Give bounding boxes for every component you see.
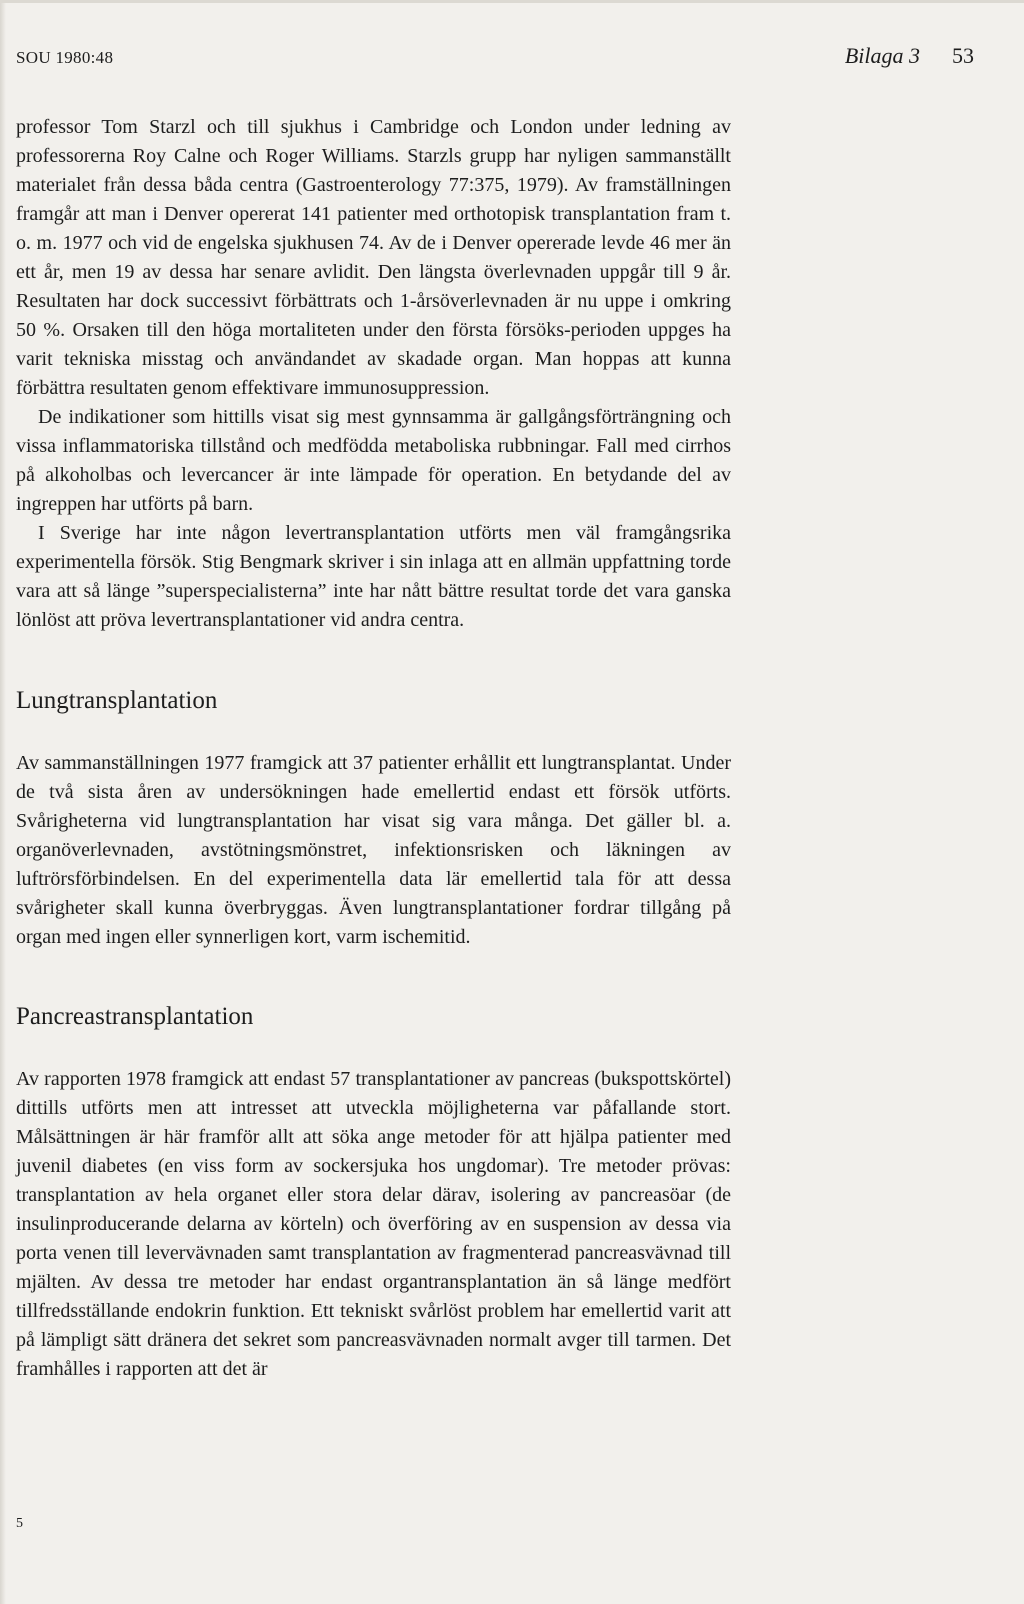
body-text (16, 113, 731, 1384)
paragraph-pancreas: Av rapporten 1978 framgick att endast 57 transplantationer av pancreas (bukspottskörtel) dittills utförts men att intresset att utveckla möjligheterna var påfallande stort. Målsättningen är här framför allt att söka ange metoder för att hjälpa patienter med juvenil diabetes (en viss form av sockersjuka hos ungdomar). Tre metoder prövas: transplantation av hela organet eller stora delar därav, isolering av pancreasöar (de insulinproducerande delarna av körteln) och överföring av en suspension av dessa via porta venen till levervävnaden samt transplantation av fragmenterad pancreasvävnad till mjälten. Av dessa tre metoder har endast organtransplantation än så länge medfört tillfredsställande endokrin funktion. Ett tekniskt svårlöst problem har emellertid varit att på lämpligt sätt dränera det sekret som pancreasvävnaden normalt avger till tarmen. Det framhålles i rapporten att det är (16, 1068, 731, 1380)
signature-mark: 5 (16, 1516, 23, 1531)
section-heading-pancreas: Pancreastransplantation (16, 1003, 254, 1030)
page-number: 53 (952, 43, 974, 68)
document-id: SOU 1980:48 (16, 48, 114, 67)
appendix-label: Bilaga 3 (844, 43, 920, 68)
scan-edge-shadow (0, 0, 6, 1604)
section-heading-lung: Lungtransplantation (16, 687, 218, 714)
paragraph-liver-indications: De indikationer som hittills visat sig mest gynnsamma är gallgångsförträngning och vissa inflammatoriska tillstånd och medfödda metaboliska rubbningar. Fall med cirrhos på alkoholbas och levercancer är inte lämpade för operation. En betydande del av ingreppen har utförts på barn. (16, 406, 731, 515)
page-header (16, 43, 974, 77)
paragraph-liver-sweden: I Sverige har inte någon levertransplantation utförts men väl framgångsrika experimentella försök. Stig Bengmark skriver i sin inlaga att en allmän uppfattning torde vara att så länge ”superspecialisterna” inte har nått bättre resultat torde det vara ganska lönlöst att pröva levertransplantationer vid andra centra. (16, 522, 731, 631)
scan-top-edge (0, 0, 1024, 3)
paragraph-lung: Av sammanställningen 1977 framgick att 37 patienter erhållit ett lungtransplantat. Under de två sista åren av undersökningen hade emellertid endast ett försök utförts. Svårigheterna vid lungtransplantation har visat sig vara många. Det gäller bl. a. organöverlevnaden, avstötningsmönstret, infektionsrisken och läkningen av luftrörsförbindelsen. En del experimentella data lär emellertid tala för att dessa svårigheter skall kunna överbryggas. Även lungtransplantationer fordrar tillgång på organ med ingen eller synnerligen kort, varm ischemitid. (16, 752, 731, 948)
paragraph-liver-results: professor Tom Starzl och till sjukhus i Cambridge och London under ledning av professorerna Roy Calne och Roger Williams. Starzls grupp har nyligen sammanställt materialet från dessa båda centra (Gastroenterology 77:375, 1979). Av framställningen framgår att man i Denver opererat 141 patienter med orthotopisk transplantation fram t. o. m. 1977 och vid de engelska sjukhusen 74. Av de i Denver opererade levde 46 mer än ett år, men 19 av dessa har senare avlidit. Den längsta överlevnaden uppgår till 9 år. Resultaten har dock successivt förbättrats och 1-årsöverlevnaden är nu uppe i omkring 50 %. Orsaken till den höga mortaliteten under den första försöks-perioden uppges ha varit tekniska misstag och användandet av skadade organ. Man hoppas att kunna förbättra resultaten genom effektivare immunosuppression. (16, 116, 731, 399)
